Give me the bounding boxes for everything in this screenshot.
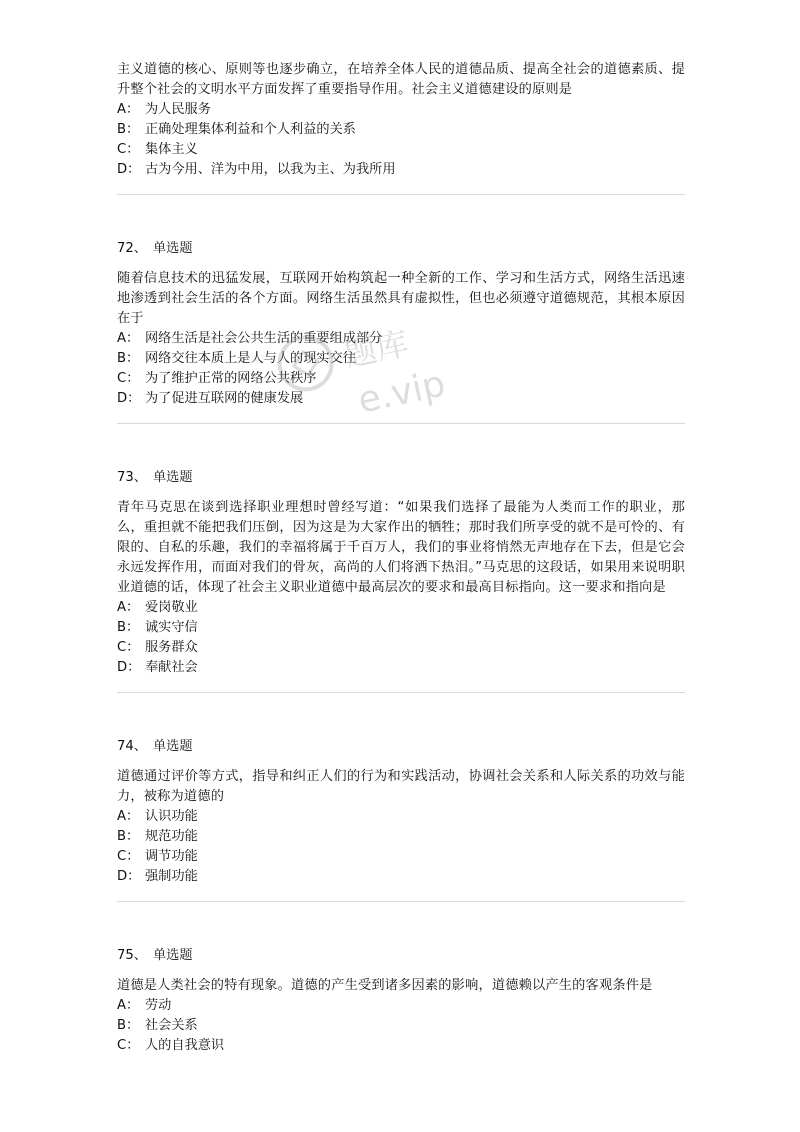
option-text: 诚实守信 (145, 620, 198, 635)
option-text: 正确处理集体利益和个人利益的关系 (145, 122, 356, 137)
option-letter: C： (117, 849, 140, 864)
option-letter: A： (117, 102, 140, 117)
question-75 (117, 946, 685, 1070)
option-letter: C： (117, 371, 140, 386)
question-header (117, 737, 685, 757)
question-type: 单选题 (152, 739, 193, 754)
option-letter: D： (117, 391, 141, 406)
option-text: 社会关系 (145, 1018, 198, 1033)
option-d (117, 867, 685, 887)
option-text: 强制功能 (145, 869, 198, 884)
option-letter: B： (117, 829, 140, 844)
question-type: 单选题 (152, 241, 193, 256)
option-text: 集体主义 (145, 142, 198, 157)
option-text: 为了促进互联网的健康发展 (145, 391, 304, 406)
question-header (117, 239, 685, 259)
option-text: 调节功能 (145, 849, 198, 864)
option-letter: D： (117, 162, 141, 177)
question-number: 72、 (117, 241, 147, 256)
option-letter: B： (117, 1018, 140, 1033)
option-b (117, 120, 685, 140)
question-71-continued (117, 60, 685, 195)
option-letter: A： (117, 600, 140, 615)
option-text: 为人民服务 (145, 102, 211, 117)
option-letter: C： (117, 1038, 140, 1053)
question-72 (117, 239, 685, 424)
option-b (117, 349, 685, 369)
option-letter: A： (117, 998, 140, 1013)
option-letter: B： (117, 620, 140, 635)
option-text: 奉献社会 (145, 660, 198, 675)
option-text: 人的自我意识 (145, 1038, 225, 1053)
option-a (117, 329, 685, 349)
option-letter: C： (117, 640, 140, 655)
question-number: 73、 (117, 470, 147, 485)
question-number: 75、 (117, 948, 147, 963)
question-stem: 道德是人类社会的特有现象。道德的产生受到诸多因素的影响，道德赖以产生的客观条件是 (117, 978, 653, 993)
option-text: 爱岗敬业 (145, 600, 198, 615)
option-text: 规范功能 (145, 829, 198, 844)
option-b (117, 618, 685, 638)
option-text: 网络生活是社会公共生活的重要组成部分 (145, 331, 383, 346)
question-stem: 随着信息技术的迅猛发展，互联网开始构筑起一种全新的工作、学习和生活方式，网络生活迅速地渗透到社会生活的各个方面。网络生活虽然具有虚拟性，但也必须遵守道德规范，其根本原因在于 (117, 271, 685, 326)
option-letter: A： (117, 331, 140, 346)
option-text: 为了维护正常的网络公共秩序 (145, 371, 317, 386)
option-c (117, 638, 685, 658)
option-c (117, 847, 685, 867)
option-letter: C： (117, 142, 140, 157)
option-a (117, 598, 685, 618)
question-type: 单选题 (152, 470, 193, 485)
option-text: 认识功能 (145, 809, 198, 824)
option-b (117, 1016, 685, 1036)
question-stem: 道德通过评价等方式，指导和纠正人们的行为和实践活动，协调社会关系和人际关系的功效与能力，被称为道德的 (117, 769, 685, 804)
option-b (117, 827, 685, 847)
question-stem: 青年马克思在谈到选择职业理想时曾经写道：“如果我们选择了最能为人类而工作的职业，那么，重担就不能把我们压倒，因为这是为大家作出的牺牲；那时我们所享受的就不是可怜的、有限的、自私的乐趣，我们的幸福将属于千百万人，我们的事业将悄然无声地存在下去，但是它会永远发挥作用，而面对我们的骨灰，高尚的人们将洒下热泪。”马克思的这段话，如果用来说明职业道德的话，体现了社会主义职业道德中最高层次的要求和最高目标指向。这一要求和指向是 (117, 500, 685, 595)
option-letter: B： (117, 351, 140, 366)
question-number: 74、 (117, 739, 147, 754)
option-d (117, 160, 685, 180)
question-header (117, 468, 685, 488)
option-c (117, 140, 685, 160)
option-text: 劳动 (145, 998, 172, 1013)
option-d (117, 658, 685, 678)
option-text: 网络交往本质上是人与人的现实交往 (145, 351, 356, 366)
option-letter: D： (117, 869, 141, 884)
option-a (117, 807, 685, 827)
question-stem: 主义道德的核心、原则等也逐步确立，在培养全体人民的道德品质、提高全社会的道德素质、提升整个社会的文明水平方面发挥了重要指导作用。社会主义道德建设的原则是 (117, 62, 685, 97)
option-text: 古为今用、洋为中用，以我为主、为我所用 (145, 162, 396, 177)
question-74 (117, 737, 685, 902)
question-header (117, 946, 685, 966)
option-a (117, 100, 685, 120)
watermark-text-1: 题库 (341, 324, 412, 375)
option-c (117, 1036, 685, 1056)
option-c (117, 369, 685, 389)
document-page (117, 58, 685, 1070)
option-text: 服务群众 (145, 640, 198, 655)
option-letter: D： (117, 660, 141, 675)
question-73 (117, 468, 685, 693)
option-d (117, 389, 685, 409)
watermark-text-2: e.vip (354, 363, 449, 422)
option-a (117, 996, 685, 1016)
option-letter: B： (117, 122, 140, 137)
option-letter: A： (117, 809, 140, 824)
question-type: 单选题 (152, 948, 193, 963)
